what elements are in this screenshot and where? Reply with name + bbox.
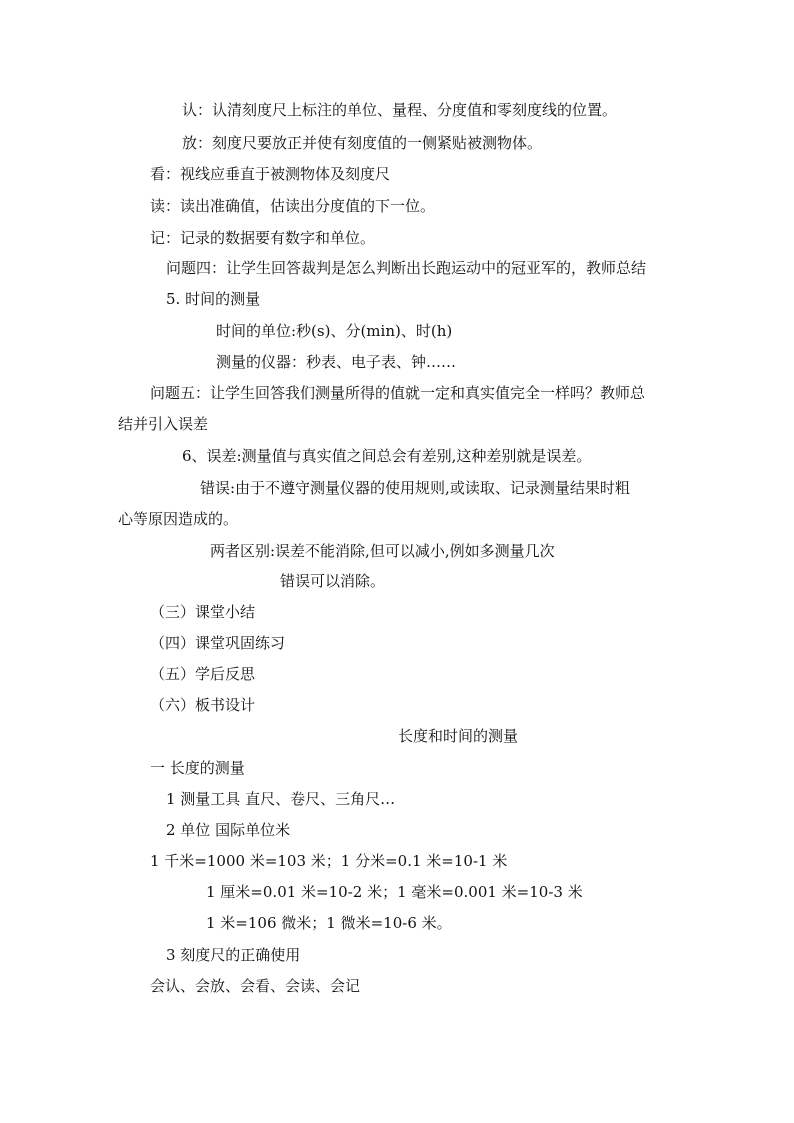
board-tools: 1 测量工具 直尺、卷尺、三角尺… — [166, 790, 396, 808]
difference-line2: 错误可以消除。 — [280, 572, 386, 590]
board-conversion-cm-mm: 1 厘米=0.01 米=10-2 米；1 毫米=0.001 米=10-3 米 — [206, 883, 583, 901]
error-definition: 6、误差:测量值与真实值之间总会有差别,这种差别就是误差。 — [182, 447, 592, 465]
board-ruler-steps: 会认、会放、会看、会读、会记 — [150, 977, 361, 995]
board-ruler-usage: 3 刻度尺的正确使用 — [166, 946, 301, 964]
text-line-fang: 放：刻度尺要放正并使有刻度值的一侧紧贴被测物体。 — [182, 134, 543, 152]
section-summary: （三）课堂小结 — [150, 603, 256, 621]
board-conversion-um: 1 米=106 微米；1 微米=10-6 米。 — [206, 914, 452, 932]
board-conversion-km-dm: 1 千米=1000 米=103 米；1 分米=0.1 米=10-1 米 — [150, 852, 508, 870]
mistake-definition-line2: 心等原因造成的。 — [118, 510, 239, 528]
section-practice: （四）课堂巩固练习 — [150, 634, 286, 652]
question-four: 问题四：让学生回答裁判是怎么判断出长跑运动中的冠亚军的，教师总结 — [166, 259, 647, 277]
difference-line1: 两者区别:误差不能消除,但可以减小,例如多测量几次 — [210, 542, 555, 560]
text-line-ji: 记：记录的数据要有数字和单位。 — [150, 229, 376, 247]
text-line-kan: 看：视线应垂直于被测物体及刻度尺 — [150, 165, 391, 183]
section-time-measurement: 5. 时间的测量 — [166, 290, 261, 308]
board-unit: 2 单位 国际单位米 — [166, 821, 291, 839]
board-title: 长度和时间的测量 — [398, 727, 519, 745]
section-board-design: （六）板书设计 — [150, 696, 256, 714]
time-instruments: 测量的仪器：秒表、电子表、钟…… — [216, 353, 457, 371]
section-reflection: （五）学后反思 — [150, 665, 256, 683]
question-five-line1: 问题五：让学生回答我们测量所得的值就一定和真实值完全一样吗？教师总 — [150, 384, 646, 402]
text-line-du: 读：读出准确值，估读出分度值的下一位。 — [150, 197, 436, 215]
time-units: 时间的单位:秒(s)、分(min)、时(h) — [216, 322, 453, 340]
board-length-heading: 一 长度的测量 — [150, 759, 245, 777]
text-line-ren: 认：认清刻度尺上标注的单位、量程、分度值和零刻度线的位置。 — [182, 101, 618, 119]
mistake-definition-line1: 错误:由于不遵守测量仪器的使用规则,或读取、记录测量结果时粗 — [200, 479, 630, 497]
question-five-line2: 结并引入误差 — [118, 415, 209, 433]
